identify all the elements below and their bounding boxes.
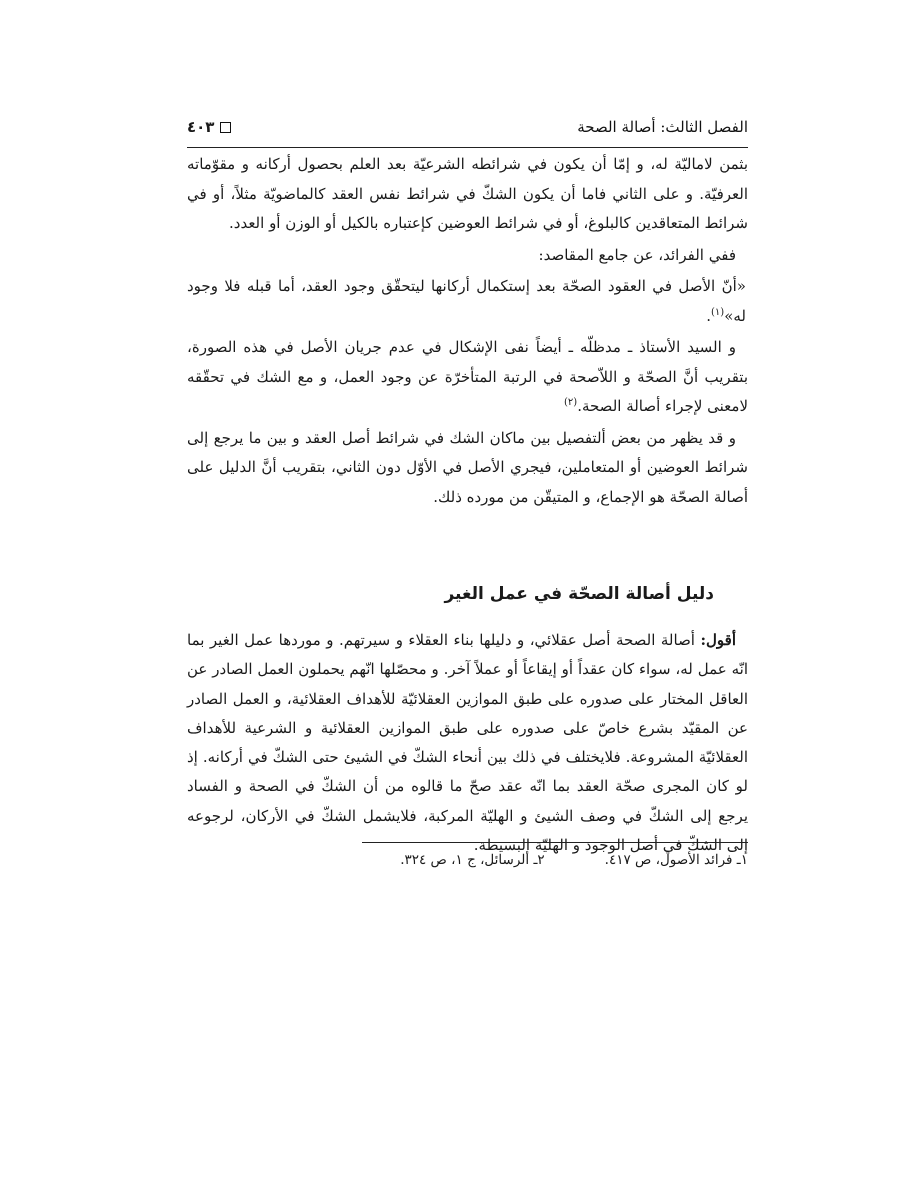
paragraph-aqulu-text: أصالة الصحة أصل عقلائي، و دليلها بناء العقلاء و سيرتهم. و موردها عمل الغير بما انّه عمل له، سواء كان عقداً أو إيقاعاً أو عملاً آخر. و محصّلها انّهم يحملون العمل الصادر عن العاقل المختار على صدوره على طبق الموازين العقلائيّة للأهداف العقلائية، و العمل الصادر عن المقيّد بشرع خاصّ على صدوره على طبق الموازين العقلائية و الشرعية للأهداف العقلائيّة المشروعة. فلايختلف في ذلك بين أنحاء الشكّ في الشيئ حتى الشكّ في أركانه. إذ لو كان المجرى صحّة العقد بما انّه عقد صحّ ما قالوه من أن الشكّ في الصحة و الفساد يرجع إلى الشكّ في وصف الشيئ و الهليّة المركبة، فلايشمل الشكّ في الأركان، لرجوعه إلى الشكّ في أصل الوجود و الهليّة البسيطة. [187, 631, 748, 855]
footnote-ref-2: (٢) [564, 397, 578, 408]
lead-word: أقول: [700, 631, 736, 649]
footnote-2: ٢ـ ألرسائل، ج ١، ص ٣٢٤. [400, 852, 545, 868]
quote-end: . [706, 306, 712, 325]
page-number: ٤٠٣ [187, 118, 215, 136]
paragraph-continuation: بثمن لاماليّة له، و إمّا أن يكون في شرائطه الشرعيّة بعد العلم بحصول أركانه و مقوّماته العرفيّة. و على الثاني فاما أن يكون الشكّ في شرائط نفس العقد كالماضويّة مثلاً، أو في شرائط المتعاقدين كالبلوغ، أو في شرائط العوضين كإعتباره بالكيل أو الوزن أو العدد. [187, 155, 748, 232]
footnotes [187, 852, 748, 868]
paragraph-source-intro: ففي الفرائد، عن جامع المقاصد: [538, 245, 736, 264]
page-number-group [187, 118, 231, 136]
quote-text: «أنّ الأصل في العقود الصحّة بعد إستكمال أركانها ليتحقّق وجود العقد، أما قبله فلا وجود له» [187, 277, 746, 325]
paragraph-sayyid-text: و السيد الأستاذ ـ مدظلّه ـ أيضاً نفى الإشكال في عدم جريان الأصل في هذه الصورة، بتقريب أنَّ الصحّة و اللاّصحة في الرتبة المتأخرّة عن وجود العمل، و مع الشك في تحقّقه لامعنى لإجراء أصالة الصحة. [187, 338, 748, 415]
footnote-1: ١ـ فرائد الأصول، ص ٤١٧. [604, 852, 748, 868]
block-quote [187, 272, 748, 331]
section-heading: دليل أصالة الصحّة في عمل الغير [444, 584, 714, 604]
paragraph-aqulu [187, 626, 748, 860]
section-body [187, 626, 748, 860]
main-text [187, 150, 748, 514]
footnote-ref-1: (١) [711, 306, 725, 318]
footnote-divider [362, 842, 748, 843]
running-title: الفصل الثالث: أصالة الصحة [577, 118, 748, 136]
square-icon [220, 122, 231, 133]
paragraph-sayyid [187, 333, 748, 422]
page-header [187, 113, 748, 148]
paragraph-tafsil: و قد يظهر من بعض ألتفصيل بين ماكان الشك في شرائط أصل العقد و بين ما يرجع إلى شرائط العوضين أو المتعاملين، فيجري الأصل في الأوّل دون الثاني، بتقريب أنَّ الدليل على أصالة الصحّة هو الإجماع، و المتيقّن من مورده ذلك. [187, 428, 748, 506]
